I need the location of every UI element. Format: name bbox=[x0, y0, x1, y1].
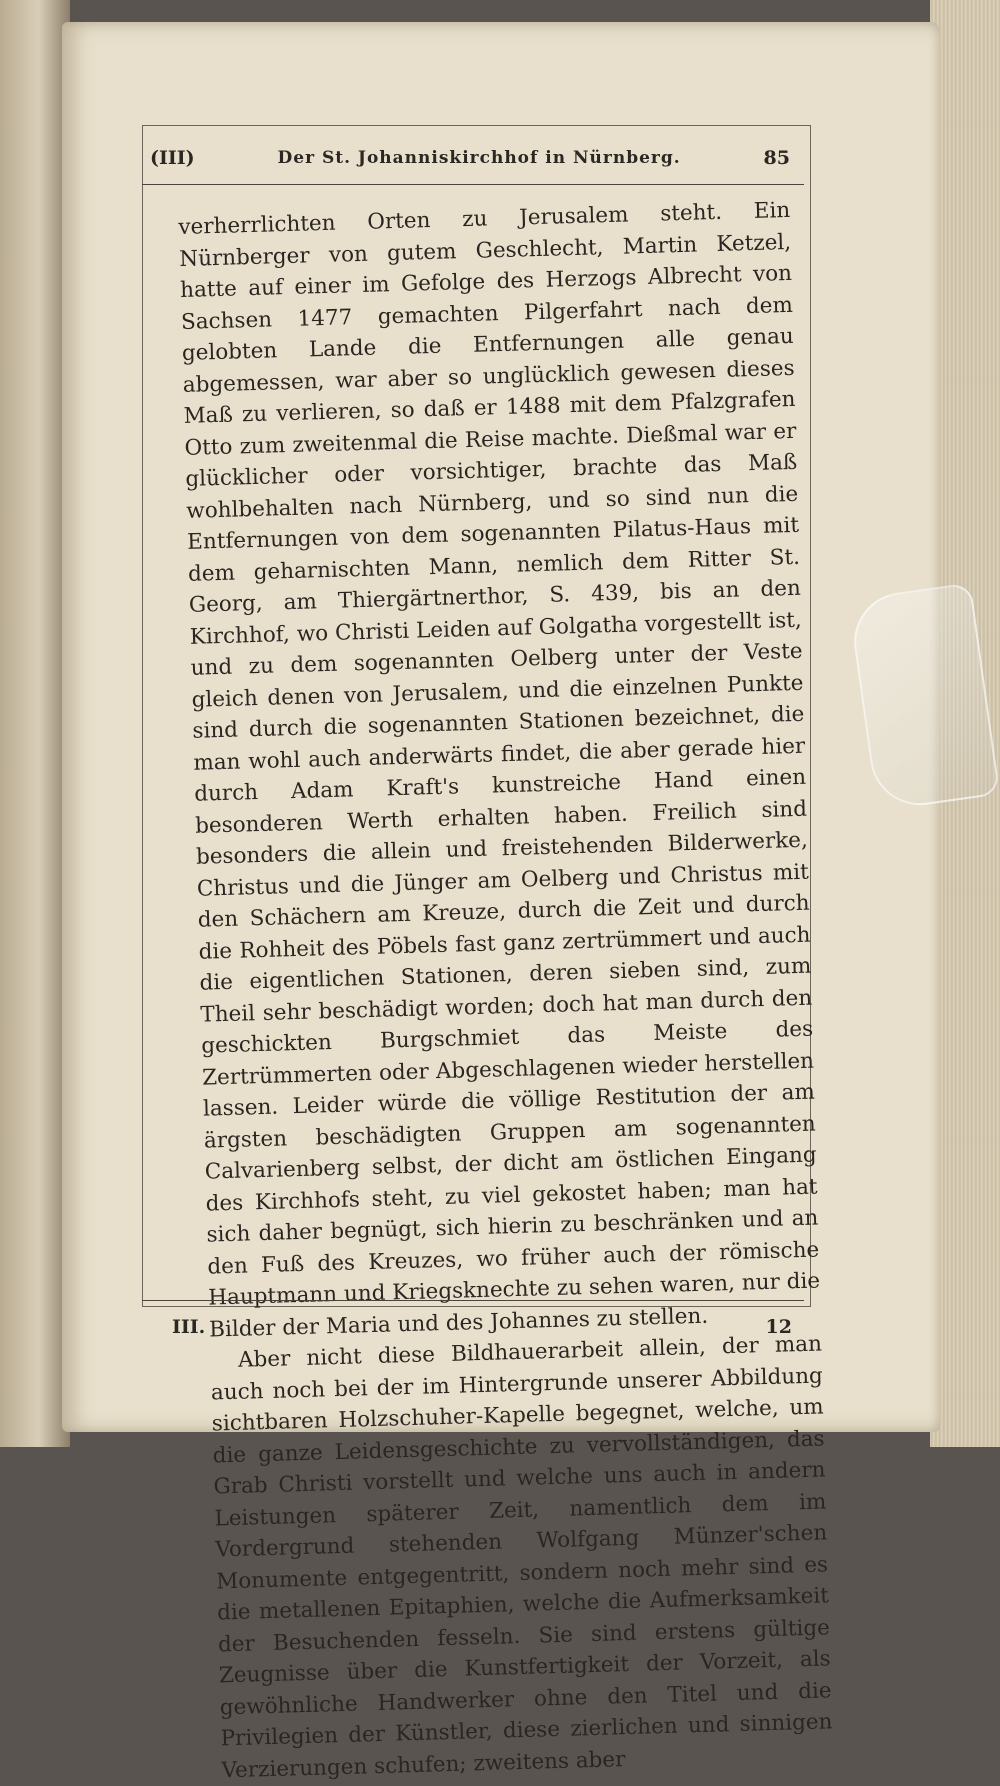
section-marker: (III) bbox=[150, 147, 195, 169]
left-page-edge bbox=[0, 0, 70, 1447]
paragraph: verherrlichten Orten zu Jerusalem steht. Ein Nürnberger von gutem Geschlecht, Martin Ketzel, hatte auf einer im Gefolge des Herzogs Albrecht von Sachsen 1477 gemachten Pilgerfahrt nach dem gelobten Lande die Entfernungen alle genau abgemessen, war aber so unglücklich gewesen dieses Maß zu verlieren, so daß er 1488 mit dem Pfalzgrafen Otto zum zweitenmal die Reise machte. Dießmal war er glücklicher oder vorsichtiger, brachte das Maß wohlbehalten nach Nürnberg, und so sind nun die Entfernungen von dem sogenannten Pilatus-Haus mit dem geharnischten Mann, nemlich dem Ritter St. Georg, am Thiergärtnerthor, S. 439, bis an den Kirchhof, wo Christi Leiden auf Golgatha vorgestellt ist, und zu dem sogenannten Oelberg unter der Veste gleich denen von Jerusalem, und die einzelnen Punkte sind durch die sogenannten Stationen bezeichnet, die man wohl auch anderwärts findet, die aber gerade hier durch Adam Kraft's kunstreiche Hand einen besonderen Werth erhalten haben. Freilich sind besonders die allein und freistehenden Bilderwerke, Christus und die Jünger am Oelberg und Christus mit den Schächern am Kreuze, durch die Zeit und durch die Rohheit des Pöbels fast ganz zertrümmert und auch die eigentlichen Stationen, deren sieben sind, zum Theil sehr beschädigt worden; doch hat man durch den geschickten Burgschmiet das Meiste des Zertrümmerten oder Abgeschlagenen wieder herstellen lassen. Leider würde die völlige Restitution der am ärgsten beschädigten Gruppen am sogenannten Calvarienberg selbst, der dicht am östlichen Eingang des Kirchhofs steht, zu viel gekostet haben; man hat sich daher begnügt, sich hierin zu beschränken und an den Fuß des Kreuzes, wo früher auch der römische Hauptmann und Kriegsknechte zu sehen waren, nur die Bilder der Maria und des Johannes zu stellen. bbox=[178, 197, 821, 1343]
page-number: 85 bbox=[763, 147, 790, 169]
page-footer bbox=[172, 1316, 792, 1338]
body-text bbox=[178, 195, 834, 1786]
signature-mark: III. bbox=[172, 1316, 206, 1338]
footer-rule bbox=[142, 1300, 804, 1301]
paragraph: Aber nicht diese Bildhauerarbeit allein, der man auch noch bei der im Hintergrunde unserer Abbildung sichtbaren Holzschuher-Kapelle begegnet, welche, um die ganze Leidensgeschichte zu vervollständigen, das Grab Christi vorstellt und welche uns auch in andern Leistungen späterer Zeit, namentlich dem im Vordergrund stehenden Wolfgang Münzer'schen Monumente entgegentritt, sondern noch mehr sind es die metallenen Epitaphien, welche die Aufmerksamkeit der Besuchenden fesseln. Sie sind erstens gültige Zeugnisse über die Kunstfertigkeit der Vorzeit, als gewöhnliche Handwerker ohne den Titel und die Privilegien der Künstler, diese zierlichen und sinnigen Verzierungen schufen; zweitens aber bbox=[210, 1331, 833, 1783]
header-rule bbox=[142, 184, 804, 185]
running-header bbox=[150, 138, 790, 178]
sheet-number: 12 bbox=[765, 1316, 792, 1338]
running-title: Der St. Johanniskirchhof in Nürnberg. bbox=[277, 148, 681, 168]
